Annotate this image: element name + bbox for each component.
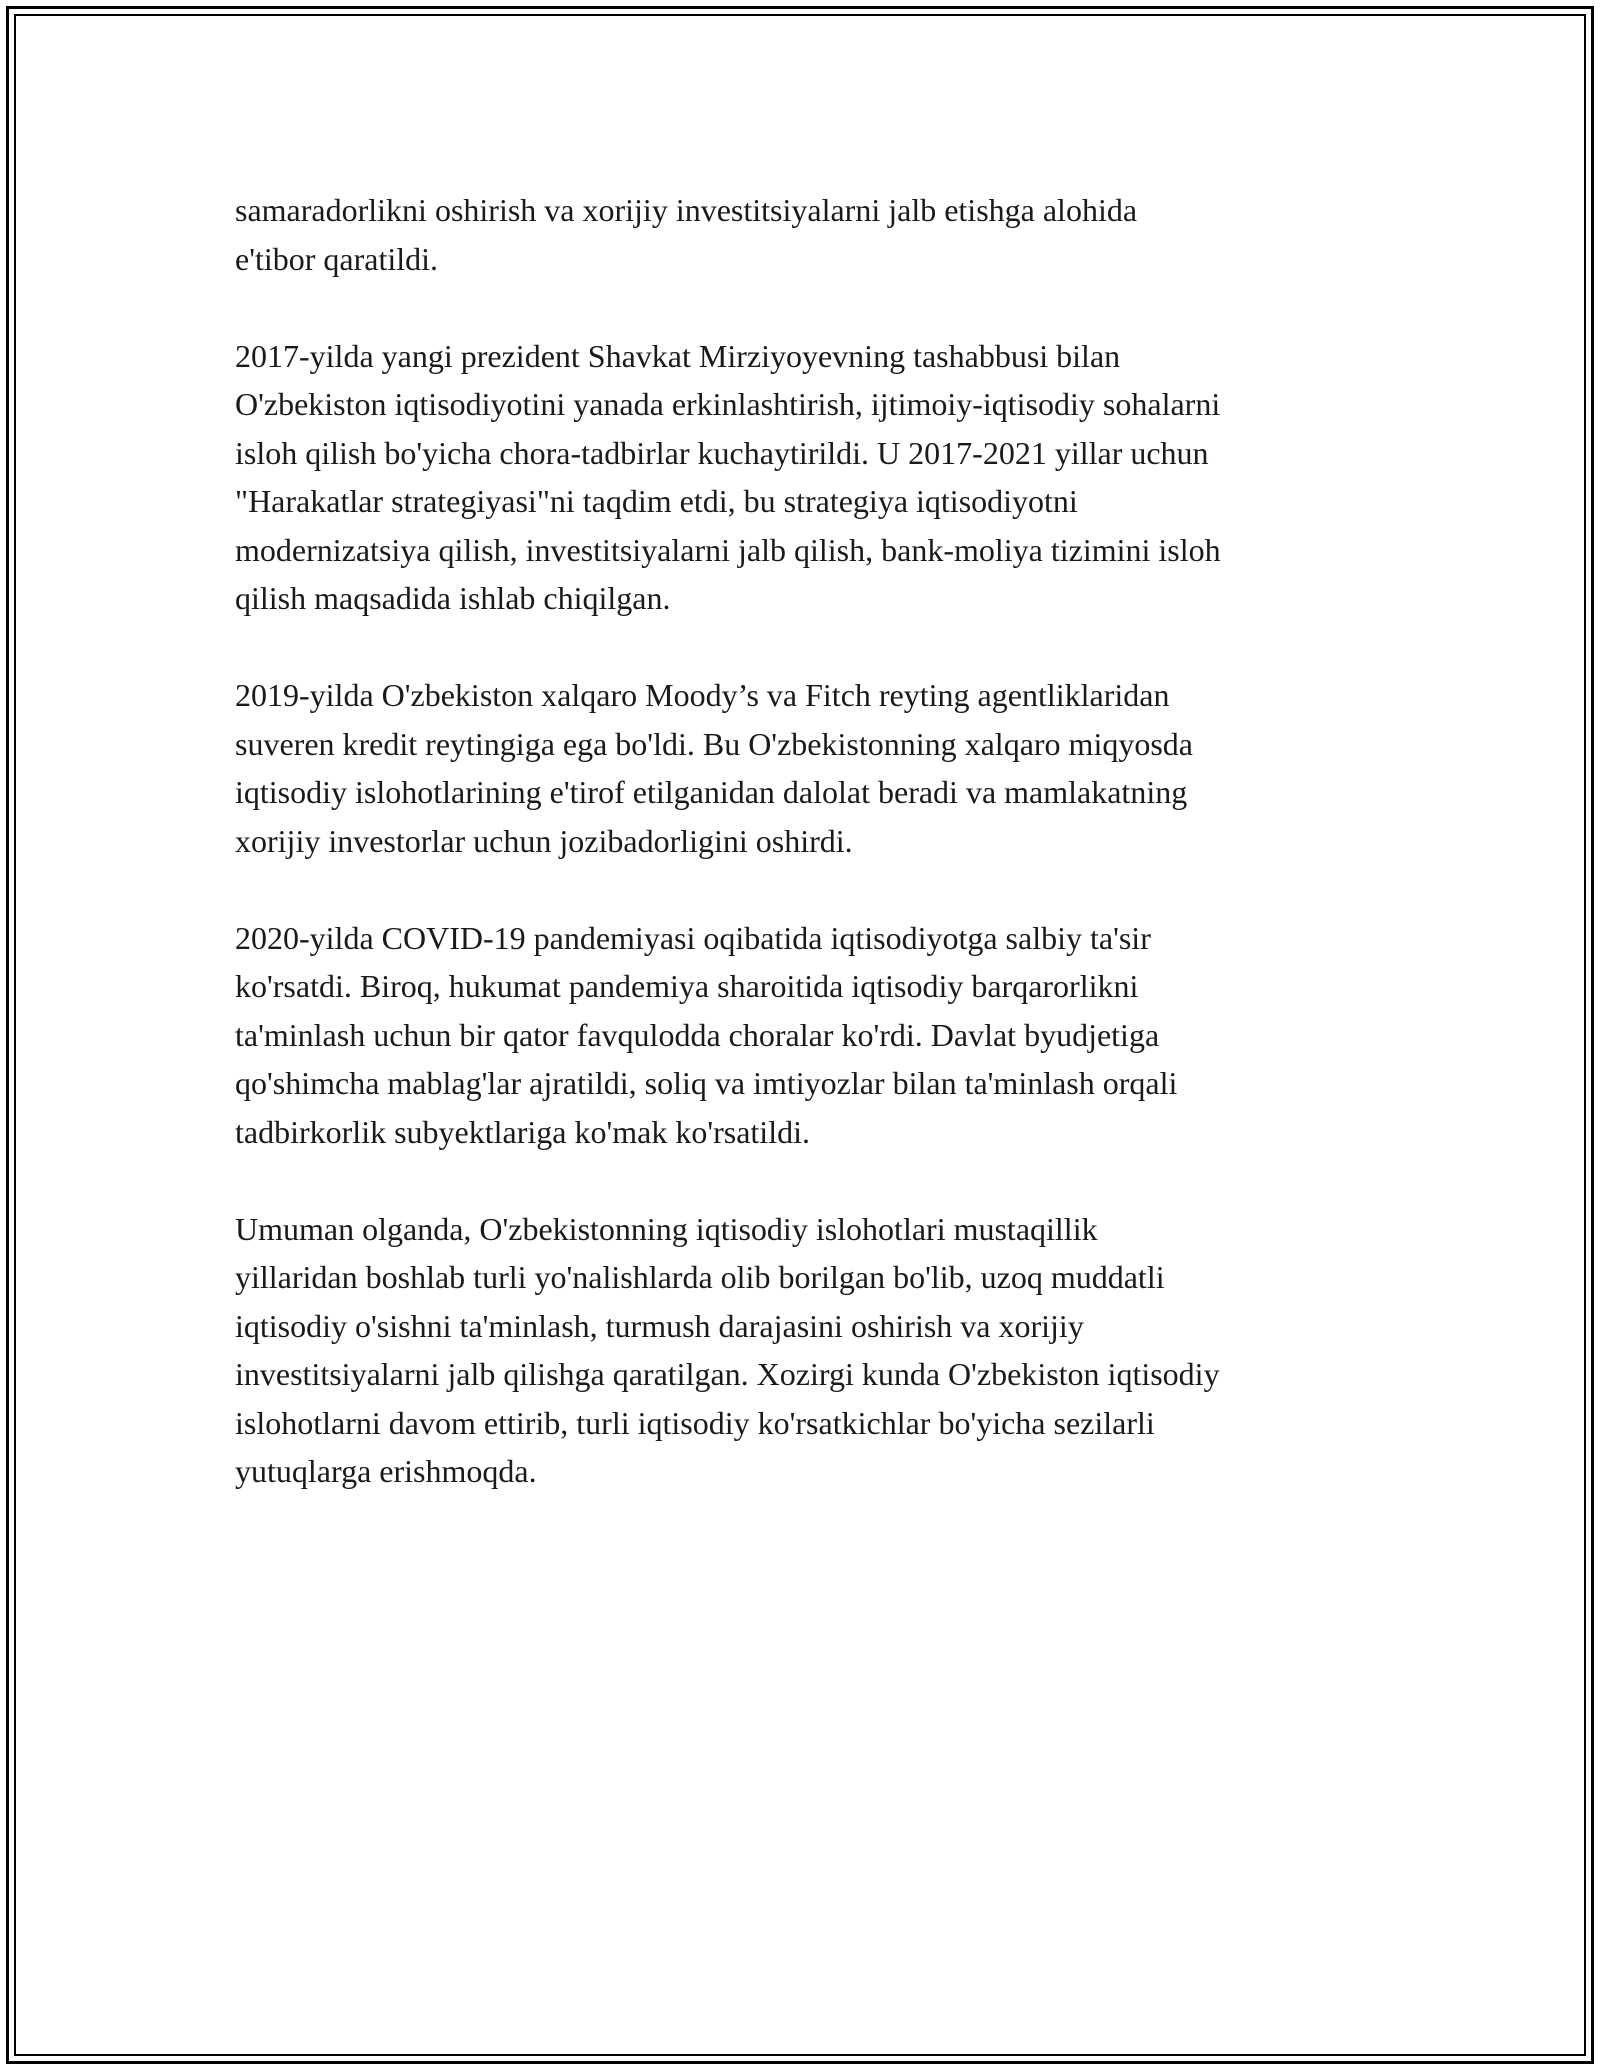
text-line: 2019-yilda O'zbekiston xalqaro Moody’s va Fitch reyting agentliklaridan: [235, 677, 1170, 713]
text-line: 2020-yilda COVID-19 pandemiyasi oqibatida iqtisodiyotga salbiy ta'sir: [235, 919, 1151, 956]
text-line: samaradorlikni oshirish va xorijiy investitsiyalarni jalb etishga alohida: [235, 192, 1138, 228]
text-line: suveren kredit reytingiga ega bo'ldi. Bu O'zbekistonning xalqaro miqyosda: [235, 725, 1193, 762]
paragraph-3: [235, 671, 1375, 865]
text-line: ko'rsatdi. Biroq, hukumat pandemiya sharoitida iqtisodiy barqarorlikni: [235, 968, 1139, 1004]
text-line: modernizatsiya qilish, investitsiyalarni jalb qilish, bank-moliya tizimini isloh: [235, 531, 1221, 568]
text-line: iqtisodiy islohotlarining e'tirof etilganidan dalolat beradi va mamlakatning: [235, 774, 1188, 810]
paragraph-4: [235, 914, 1375, 1157]
text-line: investitsiyalarni jalb qilishga qaratilgan. Xozirgi kunda O'zbekiston iqtisodiy: [235, 1356, 1220, 1392]
paragraph-2: [235, 332, 1375, 623]
document-body: [235, 186, 1375, 1544]
text-line: "Harakatlar strategiyasi"ni taqdim etdi, bu strategiya iqtisodiyotni: [235, 483, 1078, 519]
text-line: qilish maqsadida ishlab chiqilgan.: [235, 580, 671, 616]
text-line: e'tibor qaratildi.: [235, 240, 439, 277]
text-line: isloh qilish bo'yicha chora-tadbirlar kuchaytirildi. U 2017-2021 yillar uchun: [235, 434, 1209, 471]
text-line: ta'minlash uchun bir qator favqulodda choralar ko'rdi. Davlat byudjetiga: [235, 1016, 1160, 1053]
paragraph-1: [235, 186, 1375, 283]
text-line: 2017-yilda yangi prezident Shavkat Mirziyoyevning tashabbusi bilan: [235, 337, 1121, 374]
text-line: yutuqlarga erishmoqda.: [235, 1453, 537, 1489]
text-line: yillaridan boshlab turli yo'nalishlarda olib borilgan bo'lib, uzoq muddatli: [235, 1259, 1165, 1295]
text-line: Umuman olganda, O'zbekistonning iqtisodiy islohotlari mustaqillik: [235, 1210, 1098, 1247]
text-line: iqtisodiy o'sishni ta'minlash, turmush darajasini oshirish va xorijiy: [235, 1307, 1084, 1344]
text-line: tadbirkorlik subyektlariga ko'mak ko'rsatildi.: [235, 1113, 810, 1150]
text-line: O'zbekiston iqtisodiyotini yanada erkinlashtirish, ijtimoiy-iqtisodiy sohalarni: [235, 386, 1221, 422]
paragraph-5: [235, 1205, 1375, 1496]
text-line: xorijiy investorlar uchun jozibadorligini oshirdi.: [235, 822, 853, 859]
text-line: islohotlarni davom ettirib, turli iqtisodiy ko'rsatkichlar bo'yicha sezilarli: [235, 1404, 1155, 1441]
text-line: qo'shimcha mablag'lar ajratildi, soliq va imtiyozlar bilan ta'minlash orqali: [235, 1065, 1178, 1101]
